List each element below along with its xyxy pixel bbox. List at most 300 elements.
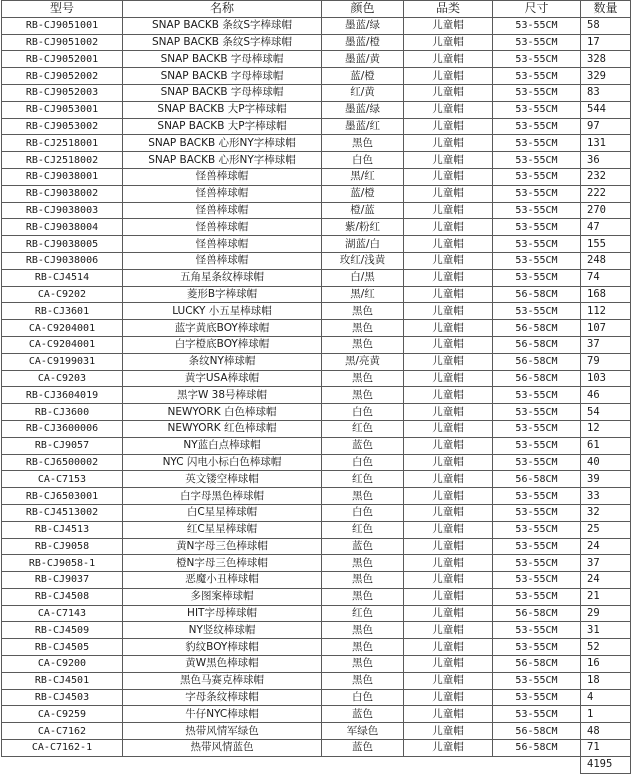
table-row [2,689,631,706]
cell-category: 儿童帽 [404,135,493,152]
cell-category: 儿童帽 [404,622,493,639]
cell-name: 红C星星棒球帽 [123,521,322,538]
cell-quantity: 328 [581,51,631,68]
cell-size: 53-55CM [493,706,581,723]
cell-quantity: 46 [581,387,631,404]
cell-color: 黑色 [322,572,404,589]
table-row [2,219,631,236]
cell-color: 墨蓝/橙 [322,34,404,51]
cell-category: 儿童帽 [404,152,493,169]
cell-name: 黑色马赛克棒球帽 [123,672,322,689]
cell-category: 儿童帽 [404,118,493,135]
table-row [2,236,631,253]
header-row [2,1,631,18]
cell-quantity: 29 [581,605,631,622]
cell-model: RB-CJ9053001 [2,101,123,118]
cell-category: 儿童帽 [404,202,493,219]
cell-color: 墨蓝/绿 [322,17,404,34]
table-row [2,572,631,589]
cell-size: 53-55CM [493,303,581,320]
cell-name: 蓝字黄底BOY棒球帽 [123,320,322,337]
cell-color: 白色 [322,404,404,421]
cell-model: RB-CJ9051002 [2,34,123,51]
cell-name: 热带风情蓝色 [123,740,322,757]
table-row [2,34,631,51]
cell-model: CA-C7153 [2,471,123,488]
cell-size: 53-55CM [493,622,581,639]
cell-size: 53-55CM [493,17,581,34]
table-row [2,168,631,185]
cell-name: NY竖纹棒球帽 [123,622,322,639]
cell-color: 红色 [322,471,404,488]
table-row [2,152,631,169]
cell-category: 儿童帽 [404,17,493,34]
cell-category: 儿童帽 [404,252,493,269]
table-row [2,269,631,286]
cell-color: 黑色 [322,672,404,689]
cell-color: 白色 [322,504,404,521]
cell-category: 儿童帽 [404,336,493,353]
header-category: 品类 [404,1,493,18]
cell-category: 儿童帽 [404,370,493,387]
cell-name: 怪兽棒球帽 [123,252,322,269]
inventory-table [1,0,631,774]
cell-name: 英文镂空棒球帽 [123,471,322,488]
cell-category: 儿童帽 [404,689,493,706]
cell-category: 儿童帽 [404,454,493,471]
table-row [2,622,631,639]
table-body [2,17,631,773]
cell-size: 53-55CM [493,168,581,185]
cell-quantity: 18 [581,672,631,689]
table-row [2,353,631,370]
cell-name: SNAP BACKB 条纹S字棒球帽 [123,17,322,34]
cell-size: 56-58CM [493,740,581,757]
cell-quantity: 1 [581,706,631,723]
cell-name: 白字母黑色棒球帽 [123,488,322,505]
cell-model: CA-C9199031 [2,353,123,370]
cell-quantity: 24 [581,572,631,589]
cell-color: 红色 [322,420,404,437]
cell-model: RB-CJ6500002 [2,454,123,471]
cell-quantity: 32 [581,504,631,521]
table-row [2,202,631,219]
cell-model: CA-C9203 [2,370,123,387]
cell-quantity: 61 [581,437,631,454]
cell-size: 53-55CM [493,672,581,689]
cell-quantity: 31 [581,622,631,639]
cell-quantity: 270 [581,202,631,219]
cell-size: 56-58CM [493,605,581,622]
cell-size: 53-55CM [493,588,581,605]
cell-size: 53-55CM [493,420,581,437]
cell-color: 白色 [322,689,404,706]
cell-category: 儿童帽 [404,555,493,572]
cell-quantity: 248 [581,252,631,269]
cell-model: CA-C9204001 [2,320,123,337]
cell-color: 湖蓝/白 [322,236,404,253]
cell-name: 条纹NY棒球帽 [123,353,322,370]
cell-name: 怪兽棒球帽 [123,219,322,236]
cell-color: 黑色 [322,656,404,673]
cell-size: 56-58CM [493,320,581,337]
cell-name: 菱形B字棒球帽 [123,286,322,303]
cell-name: SNAP BACKB 心形NY字棒球帽 [123,135,322,152]
cell-quantity: 48 [581,723,631,740]
cell-category: 儿童帽 [404,219,493,236]
cell-model: RB-CJ4501 [2,672,123,689]
cell-model: RB-CJ9038003 [2,202,123,219]
table-row [2,370,631,387]
cell-color: 白色 [322,152,404,169]
cell-quantity: 52 [581,639,631,656]
cell-model: RB-CJ9053002 [2,118,123,135]
table-row [2,656,631,673]
cell-quantity: 155 [581,236,631,253]
cell-color: 玫红/浅黄 [322,252,404,269]
cell-category: 儿童帽 [404,488,493,505]
table-row [2,420,631,437]
table-row [2,303,631,320]
cell-category: 儿童帽 [404,639,493,656]
cell-quantity: 21 [581,588,631,605]
cell-size: 53-55CM [493,639,581,656]
cell-quantity: 329 [581,68,631,85]
cell-category: 儿童帽 [404,168,493,185]
cell-model: RB-CJ3601 [2,303,123,320]
cell-quantity: 33 [581,488,631,505]
cell-size: 53-55CM [493,68,581,85]
table-row [2,185,631,202]
cell-category: 儿童帽 [404,101,493,118]
cell-size: 53-55CM [493,572,581,589]
table-row [2,639,631,656]
cell-size: 53-55CM [493,538,581,555]
cell-color: 蓝/橙 [322,68,404,85]
cell-quantity: 37 [581,336,631,353]
table-row [2,101,631,118]
cell-model: CA-C9202 [2,286,123,303]
cell-model: RB-CJ4509 [2,622,123,639]
empty-cell [123,756,322,773]
cell-category: 儿童帽 [404,387,493,404]
table-row [2,51,631,68]
cell-quantity: 54 [581,404,631,421]
table-row [2,605,631,622]
cell-model: RB-CJ2518001 [2,135,123,152]
cell-quantity: 71 [581,740,631,757]
cell-category: 儿童帽 [404,303,493,320]
cell-name: HIT字母棒球帽 [123,605,322,622]
cell-category: 儿童帽 [404,521,493,538]
header-model: 型号 [2,1,123,18]
cell-name: 五角星条纹棒球帽 [123,269,322,286]
cell-category: 儿童帽 [404,286,493,303]
cell-model: RB-CJ9051001 [2,17,123,34]
cell-name: 白字橙底BOY棒球帽 [123,336,322,353]
cell-color: 橙/蓝 [322,202,404,219]
cell-name: 黄字USA棒球帽 [123,370,322,387]
cell-size: 53-55CM [493,101,581,118]
table-row [2,118,631,135]
cell-size: 56-58CM [493,723,581,740]
cell-color: 白/黑 [322,269,404,286]
table-row [2,723,631,740]
cell-color: 黑色 [322,320,404,337]
cell-color: 黑色 [322,387,404,404]
cell-quantity: 112 [581,303,631,320]
cell-category: 儿童帽 [404,353,493,370]
cell-model: RB-CJ4514 [2,269,123,286]
table-row [2,68,631,85]
total-row [2,756,631,773]
cell-size: 56-58CM [493,353,581,370]
cell-category: 儿童帽 [404,588,493,605]
cell-quantity: 168 [581,286,631,303]
cell-model: RB-CJ4508 [2,588,123,605]
cell-model: RB-CJ9057 [2,437,123,454]
cell-name: NEWYORK 白色棒球帽 [123,404,322,421]
cell-model: CA-C9204001 [2,336,123,353]
cell-quantity: 58 [581,17,631,34]
cell-name: 橙N字母三色棒球帽 [123,555,322,572]
cell-quantity: 4 [581,689,631,706]
cell-size: 53-55CM [493,34,581,51]
empty-cell [493,756,581,773]
cell-name: 字母条纹棒球帽 [123,689,322,706]
table-row [2,740,631,757]
cell-category: 儿童帽 [404,723,493,740]
cell-name: NYC 闪电小标白色棒球帽 [123,454,322,471]
cell-name: SNAP BACKB 条纹S字棒球帽 [123,34,322,51]
cell-category: 儿童帽 [404,185,493,202]
table-row [2,252,631,269]
cell-category: 儿童帽 [404,471,493,488]
cell-size: 53-55CM [493,252,581,269]
cell-color: 黑色 [322,488,404,505]
cell-model: RB-CJ9058 [2,538,123,555]
cell-category: 儿童帽 [404,236,493,253]
cell-quantity: 544 [581,101,631,118]
cell-name: 黑字W 38号棒球帽 [123,387,322,404]
cell-category: 儿童帽 [404,404,493,421]
cell-quantity: 47 [581,219,631,236]
table-row [2,404,631,421]
cell-category: 儿童帽 [404,84,493,101]
cell-color: 黑色 [322,336,404,353]
cell-color: 蓝/橙 [322,185,404,202]
cell-name: 怪兽棒球帽 [123,202,322,219]
table-row [2,336,631,353]
table-row [2,555,631,572]
cell-category: 儿童帽 [404,51,493,68]
cell-category: 儿童帽 [404,672,493,689]
cell-category: 儿童帽 [404,420,493,437]
cell-size: 53-55CM [493,219,581,236]
cell-model: RB-CJ3604019 [2,387,123,404]
cell-category: 儿童帽 [404,572,493,589]
cell-category: 儿童帽 [404,656,493,673]
cell-size: 56-58CM [493,656,581,673]
cell-size: 56-58CM [493,336,581,353]
cell-name: 牛仔NYC棒球帽 [123,706,322,723]
empty-cell [2,756,123,773]
cell-quantity: 103 [581,370,631,387]
header-quantity: 数量 [581,1,631,18]
table-row [2,437,631,454]
cell-color: 蓝色 [322,437,404,454]
cell-size: 53-55CM [493,521,581,538]
cell-name: 怪兽棒球帽 [123,185,322,202]
cell-category: 儿童帽 [404,68,493,85]
cell-name: 白C星星棒球帽 [123,504,322,521]
cell-size: 53-55CM [493,135,581,152]
cell-model: RB-CJ4513002 [2,504,123,521]
cell-quantity: 74 [581,269,631,286]
cell-model: RB-CJ4503 [2,689,123,706]
cell-quantity: 16 [581,656,631,673]
cell-model: CA-C7143 [2,605,123,622]
cell-quantity: 222 [581,185,631,202]
cell-name: NY蓝白点棒球帽 [123,437,322,454]
table-row [2,454,631,471]
table-row [2,521,631,538]
cell-model: RB-CJ9038006 [2,252,123,269]
cell-quantity: 36 [581,152,631,169]
header-color: 颜色 [322,1,404,18]
cell-size: 53-55CM [493,118,581,135]
cell-size: 53-55CM [493,555,581,572]
cell-quantity: 107 [581,320,631,337]
cell-model: RB-CJ9038004 [2,219,123,236]
cell-name: 多图案棒球帽 [123,588,322,605]
header-size: 尺寸 [493,1,581,18]
cell-name: SNAP BACKB 字母棒球帽 [123,51,322,68]
cell-size: 53-55CM [493,387,581,404]
cell-color: 墨蓝/绿 [322,101,404,118]
cell-quantity: 17 [581,34,631,51]
cell-color: 红色 [322,605,404,622]
header-name: 名称 [123,1,322,18]
cell-color: 墨蓝/黄 [322,51,404,68]
cell-color: 红色 [322,521,404,538]
cell-size: 53-55CM [493,84,581,101]
table-row [2,84,631,101]
table-row [2,538,631,555]
cell-color: 蓝色 [322,706,404,723]
empty-cell [404,756,493,773]
cell-category: 儿童帽 [404,538,493,555]
cell-quantity: 97 [581,118,631,135]
cell-size: 53-55CM [493,202,581,219]
cell-category: 儿童帽 [404,34,493,51]
cell-model: RB-CJ3600006 [2,420,123,437]
cell-color: 黑色 [322,555,404,572]
cell-quantity: 39 [581,471,631,488]
cell-model: RB-CJ9052002 [2,68,123,85]
cell-name: 恶魔小丑棒球帽 [123,572,322,589]
cell-color: 黑/红 [322,168,404,185]
table-row [2,471,631,488]
cell-name: 热带风情军绿色 [123,723,322,740]
cell-size: 53-55CM [493,437,581,454]
cell-category: 儿童帽 [404,605,493,622]
cell-model: RB-CJ9038005 [2,236,123,253]
table-row [2,488,631,505]
cell-color: 黑色 [322,303,404,320]
cell-model: RB-CJ3600 [2,404,123,421]
cell-color: 黑色 [322,622,404,639]
cell-model: RB-CJ9038001 [2,168,123,185]
cell-category: 儿童帽 [404,269,493,286]
table-row [2,706,631,723]
cell-color: 黑色 [322,370,404,387]
cell-model: CA-C9200 [2,656,123,673]
cell-name: SNAP BACKB 字母棒球帽 [123,68,322,85]
cell-quantity: 12 [581,420,631,437]
cell-model: RB-CJ6503001 [2,488,123,505]
cell-quantity: 83 [581,84,631,101]
cell-name: 黄N字母三色棒球帽 [123,538,322,555]
cell-color: 军绿色 [322,723,404,740]
cell-size: 53-55CM [493,488,581,505]
total-quantity: 4195 [581,756,631,773]
table-row [2,286,631,303]
table-row [2,135,631,152]
cell-quantity: 25 [581,521,631,538]
cell-model: RB-CJ2518002 [2,152,123,169]
table-row [2,504,631,521]
cell-name: SNAP BACKB 大P字棒球帽 [123,101,322,118]
cell-size: 53-55CM [493,689,581,706]
cell-quantity: 131 [581,135,631,152]
cell-name: SNAP BACKB 心形NY字棒球帽 [123,152,322,169]
cell-model: RB-CJ9037 [2,572,123,589]
cell-name: LUCKY 小五星棒球帽 [123,303,322,320]
cell-name: SNAP BACKB 大P字棒球帽 [123,118,322,135]
cell-model: RB-CJ9038002 [2,185,123,202]
cell-color: 白色 [322,454,404,471]
cell-size: 53-55CM [493,152,581,169]
cell-color: 黑色 [322,135,404,152]
table-row [2,672,631,689]
cell-size: 53-55CM [493,269,581,286]
empty-cell [322,756,404,773]
cell-model: RB-CJ9058-1 [2,555,123,572]
cell-color: 墨蓝/红 [322,118,404,135]
cell-color: 蓝色 [322,538,404,555]
cell-name: 怪兽棒球帽 [123,168,322,185]
cell-size: 53-55CM [493,51,581,68]
cell-model: RB-CJ4505 [2,639,123,656]
cell-model: CA-C7162-1 [2,740,123,757]
cell-size: 56-58CM [493,471,581,488]
cell-category: 儿童帽 [404,740,493,757]
cell-size: 53-55CM [493,404,581,421]
cell-color: 黑色 [322,588,404,605]
table-row [2,320,631,337]
cell-quantity: 37 [581,555,631,572]
cell-quantity: 79 [581,353,631,370]
cell-model: RB-CJ4513 [2,521,123,538]
table-row [2,17,631,34]
cell-quantity: 40 [581,454,631,471]
cell-name: SNAP BACKB 字母棒球帽 [123,84,322,101]
cell-name: 怪兽棒球帽 [123,236,322,253]
cell-color: 黑色 [322,639,404,656]
cell-size: 56-58CM [493,370,581,387]
cell-size: 53-55CM [493,504,581,521]
